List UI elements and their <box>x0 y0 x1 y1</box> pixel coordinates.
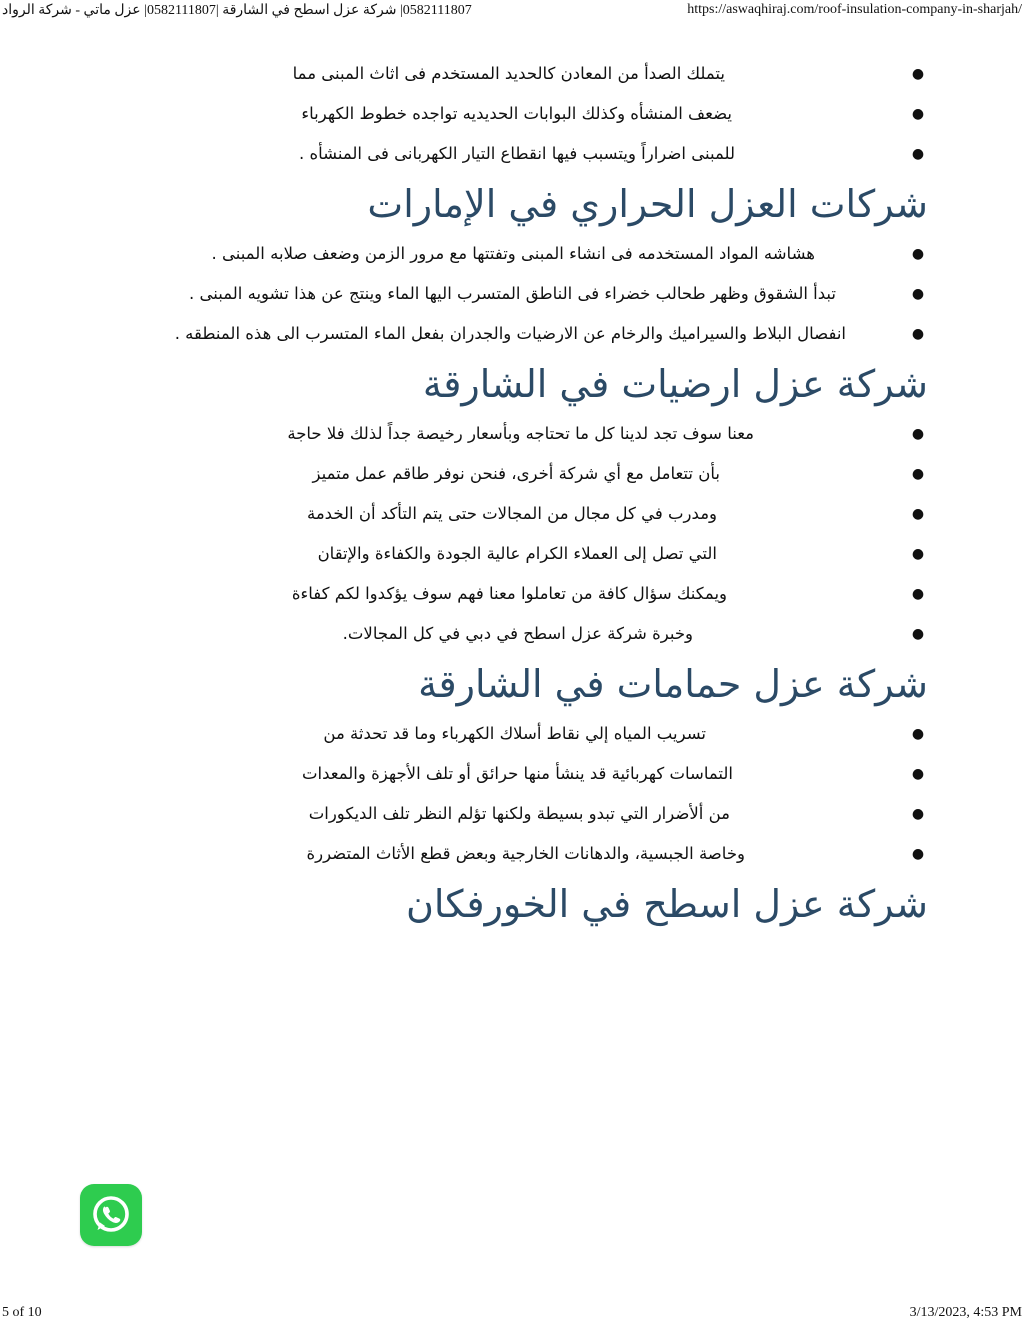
list-item: ● يضعف المنشأه وكذلك البوابات الحديديه تواجده خطوط الكهرباء <box>90 94 928 134</box>
list-item: ● التماسات كهربائية قد ينشأ منها حرائق أو تلف الأجهزة والمعدات <box>90 754 928 794</box>
article-content <box>90 54 928 934</box>
list-item: ● للمبنى اضراراً ويتسبب فيها انقطاع التيار الكهربانى فى المنشأه . <box>90 134 928 174</box>
list-item: ● وخبرة شركة عزل اسطح في دبي في كل المجالات. <box>90 614 928 654</box>
bullet-icon: ● <box>911 846 925 862</box>
list-item: ● معنا سوف تجد لدينا كل ما تحتاجه وبأسعار رخيصة جداً لذلك فلا حاجة <box>90 414 928 454</box>
bullet-icon: ● <box>911 726 925 742</box>
bullet-icon: ● <box>911 246 925 262</box>
list-item: ● بأن تتعامل مع أي شركة أخرى، فنحن نوفر طاقم عمل متميز <box>90 454 928 494</box>
bullet-icon: ● <box>911 286 925 302</box>
section-heading: شركة عزل ارضيات في الشارقة <box>422 362 928 406</box>
bullet-icon: ● <box>911 766 925 782</box>
list-item: ● تبدأ الشقوق وظهر طحالب خضراء فى الناطق المتسرب اليها الماء وينتج عن هذا تشويه المبنى . <box>90 274 928 314</box>
bullet-list <box>90 714 928 874</box>
bullet-icon: ● <box>911 146 925 162</box>
bullet-icon: ● <box>911 506 925 522</box>
whatsapp-button[interactable] <box>80 1184 142 1246</box>
bullet-icon: ● <box>911 806 925 822</box>
list-item: ● من ألأضرار التي تبدو بسيطة ولكنها تؤلم النظر تلف الديكورات <box>90 794 928 834</box>
bullet-icon: ● <box>911 626 925 642</box>
bullet-icon: ● <box>911 326 925 342</box>
list-item: ● التي تصل إلى العملاء الكرام عالية الجودة والكفاءة والإتقان <box>90 534 928 574</box>
list-item: ● ومدرب في كل مجال من المجالات حتى يتم التأكد أن الخدمة <box>90 494 928 534</box>
bullet-list <box>90 54 928 174</box>
page-number: 5 of 10 <box>2 1305 42 1320</box>
list-item: ● وخاصة الجبسية، والدهانات الخارجية وبعض قطع الأثاث المتضررة <box>90 834 928 874</box>
list-item: ● تسريب المياه إلي نقاط أسلاك الكهرباء وما قد تحدثة من <box>90 714 928 754</box>
list-item: ● انفصال البلاط والسيراميك والرخام عن الارضيات والجدران بفعل الماء المتسرب الى هذه المنطقه . <box>90 314 928 354</box>
bullet-icon: ● <box>911 66 925 82</box>
list-item: ● هشاشه المواد المستخدمه فى انشاء المبنى وتفتتها مع مرور الزمن وضعف صلابه المبنى . <box>90 234 928 274</box>
bullet-icon: ● <box>911 426 925 442</box>
bullet-icon: ● <box>911 466 925 482</box>
section-heading: شركة عزل حمامات في الشارقة <box>418 662 928 706</box>
bullet-list <box>90 414 928 654</box>
bullet-icon: ● <box>911 546 925 562</box>
page-url[interactable]: https://aswaqhiraj.com/roof-insulation-company-in-sharjah/ <box>687 2 1022 17</box>
list-item: ● يتملك الصدأ من المعادن كالحديد المستخدم فى اثاث المبنى مما <box>90 54 928 94</box>
print-header <box>0 0 1024 20</box>
whatsapp-icon <box>88 1192 134 1238</box>
page-title: 0582111807| شركة عزل اسطح في الشارقة |0582111807| عزل ماتي - شركة الرواد <box>2 2 472 18</box>
bullet-icon: ● <box>911 106 925 122</box>
section-heading: شركة عزل اسطح في الخورفكان <box>405 882 928 926</box>
section-heading: شركات العزل الحراري في الإمارات <box>367 182 928 226</box>
print-footer <box>0 1301 1024 1325</box>
list-item: ● ويمكنك سؤال كافة من تعاملوا معنا فهم سوف يؤكدوا لكم كفاءة <box>90 574 928 614</box>
print-datetime: 3/13/2023, 4:53 PM <box>909 1305 1022 1320</box>
bullet-list <box>90 234 928 354</box>
bullet-icon: ● <box>911 586 925 602</box>
